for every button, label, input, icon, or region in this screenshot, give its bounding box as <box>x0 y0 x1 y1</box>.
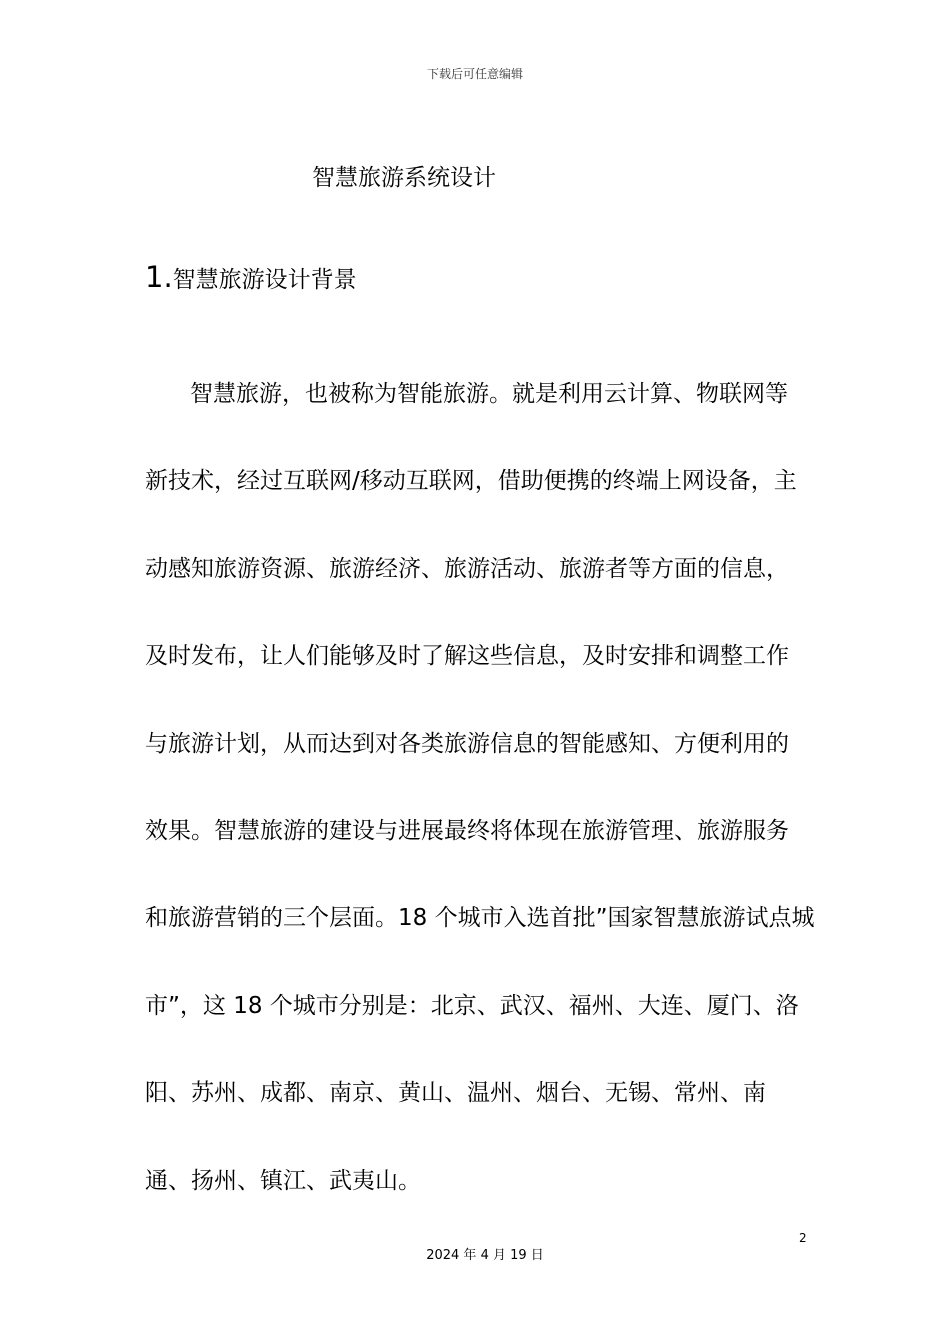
section-heading-text: 智慧旅游设计背景 <box>172 267 357 293</box>
document-title: 智慧旅游系统设计 <box>312 165 496 191</box>
paragraph-line: 效果。智慧旅游的建设与进展最终将体现在旅游管理、旅游服务 <box>145 818 789 845</box>
paragraph-line: 及时发布，让人们能够及时了解这些信息，及时安排和调整工作 <box>145 643 789 670</box>
section-number: 1. <box>145 260 173 294</box>
body-paragraph <box>145 351 815 1225</box>
page-number: 2 <box>799 1231 807 1245</box>
paragraph-line: 新技术，经过互联网/移动互联网，借助便携的终端上网设备，主 <box>145 468 797 495</box>
footer-date: 2024 年 4 月 19 日 <box>426 1248 544 1263</box>
paragraph-line: 动感知旅游资源、旅游经济、旅游活动、旅游者等方面的信息， <box>145 555 789 582</box>
paragraph-line: 通、扬州、镇江、武夷山。 <box>145 1167 421 1194</box>
paragraph-line: 市”，这 18 个城市分别是：北京、武汉、福州、大连、厦门、洛 <box>145 992 799 1019</box>
paragraph-line: 智慧旅游，也被称为智能旅游。就是利用云计算、物联网等 <box>190 381 788 407</box>
paragraph-line: 阳、苏州、成都、南京、黄山、温州、烟台、无锡、常州、南 <box>145 1080 766 1107</box>
paragraph-line: 与旅游计划，从而达到对各类旅游信息的智能感知、方便利用的 <box>145 730 789 757</box>
header-note: 下载后可任意编辑 <box>426 67 523 81</box>
section-heading <box>145 258 357 299</box>
paragraph-line: 和旅游营销的三个层面。18 个城市入选首批”国家智慧旅游试点城 <box>145 905 815 932</box>
